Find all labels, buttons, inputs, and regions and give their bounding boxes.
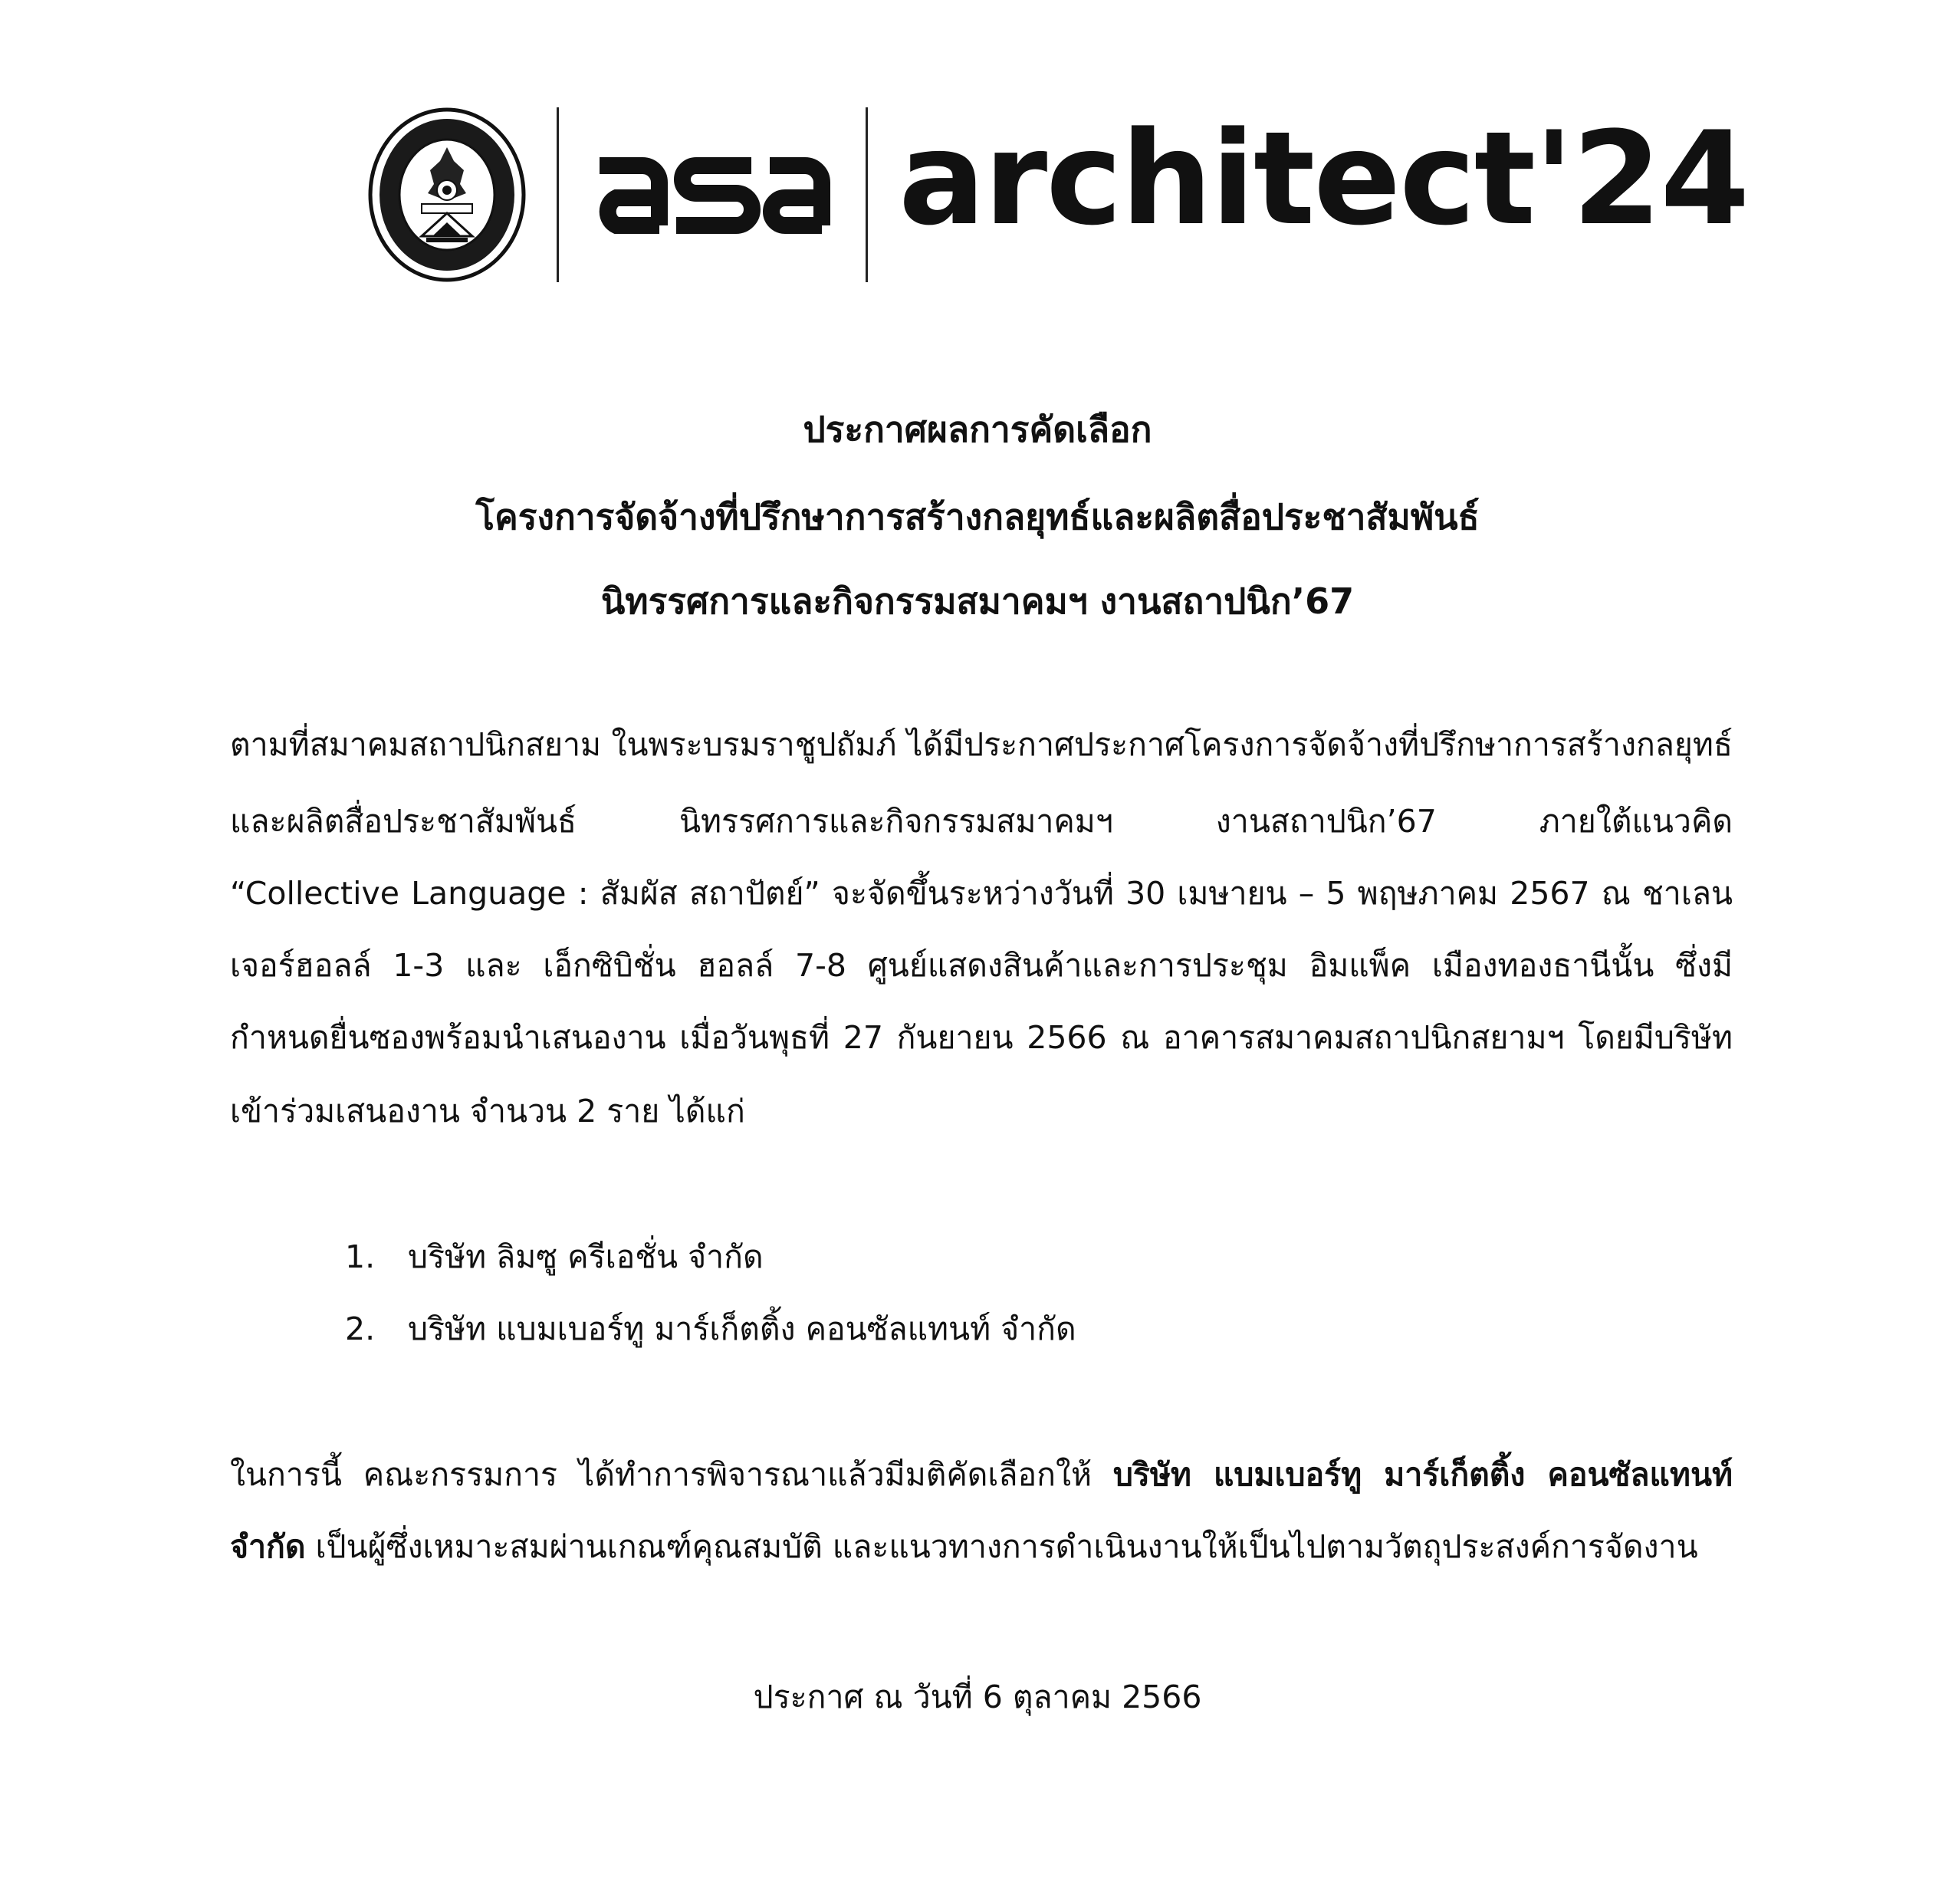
project-subtitle: นิทรรศการและกิจกรรมสมาคมฯ งานสถาปนิก’67 <box>600 580 1355 622</box>
conclusion-line <box>230 1526 1733 1567</box>
body-paragraph-line: และผลิตสื่อประชาสัมพันธ์ นิทรรศการและกิจกรรมสมาคมฯ งานสถาปนิก’67 ภายใต้แนวคิด <box>230 803 1733 840</box>
body-paragraph-line: เข้าร่วมเสนองาน จำนวน 2 ราย ได้แก่ <box>230 1093 745 1130</box>
header-logos <box>0 0 1955 307</box>
list-item <box>345 1308 1076 1350</box>
list-item-text: บริษัท แบมเบอร์ทู มาร์เก็ตติ้ง คอนซัลแทนท์ จำกัด <box>408 1310 1076 1347</box>
list-item-number: 2. <box>345 1310 376 1347</box>
body-paragraph-line: กำหนดยื่นซองพร้อมนำเสนองาน เมื่อวันพุธที่ 27 กันยายน 2566 ณ อาคารสมาคมสถาปนิกสยามฯ โดยมีบริษัท <box>230 1019 1733 1056</box>
project-title: โครงการจัดจ้างที่ปรึกษาการสร้างกลยุทธ์และผลิตสื่อประชาสัมพันธ์ <box>475 496 1480 538</box>
body-paragraph-line: ตามที่สมาคมสถาปนิกสยาม ในพระบรมราชูปถัมภ์ ได้มีประกาศประกาศโครงการจัดจ้างที่ปรึกษาการสร้างกลยุทธ์ <box>230 726 1733 763</box>
conclusion-text: เป็นผู้ซึ่งเหมาะสมผ่านเกณฑ์คุณสมบัติ และแนวทางการดำเนินงานให้เป็นไปตามวัตถุประสงค์การจัดงาน <box>305 1528 1698 1565</box>
architect-24-logo: architect'24 <box>899 104 1749 254</box>
logo-divider <box>866 107 868 282</box>
logo-divider <box>557 107 559 282</box>
asa-logo <box>589 143 834 235</box>
conclusion-line <box>230 1454 1733 1495</box>
body-paragraph-line: “Collective Language : สัมผัส สถาปัตย์” จะจัดขึ้นระหว่างวันที่ 30 เมษายน – 5 พฤษภาคม 2567 ณ ชาเลน <box>230 875 1733 912</box>
list-item-text: บริษัท ลิมซู ครีเอชั่น จำกัด <box>408 1238 764 1275</box>
list-item <box>345 1236 764 1278</box>
announcement-title: ประกาศผลการคัดเลือก <box>803 409 1152 450</box>
conclusion-text: ในการนี้ คณะกรรมการ ได้ทำการพิจารณาแล้วมีมติคัดเลือกให้ <box>230 1456 1113 1493</box>
selected-company: บริษัท แบมเบอร์ทู มาร์เก็ตติ้ง คอนซัลแทนท์ <box>1112 1456 1733 1493</box>
asa-seal-logo <box>368 107 526 282</box>
list-item-number: 1. <box>345 1238 376 1275</box>
selected-company-suffix: จำกัด <box>230 1528 306 1565</box>
announcement-date: ประกาศ ณ วันที่ 6 ตุลาคม 2566 <box>753 1679 1202 1715</box>
body-paragraph-line: เจอร์ฮอลล์ 1-3 และ เอ็กซิบิชั่น ฮอลล์ 7-8 ศูนย์แสดงสินค้าและการประชุม อิมแพ็ค เมืองทองธานีนั้น ซึ่งมี <box>230 947 1733 984</box>
